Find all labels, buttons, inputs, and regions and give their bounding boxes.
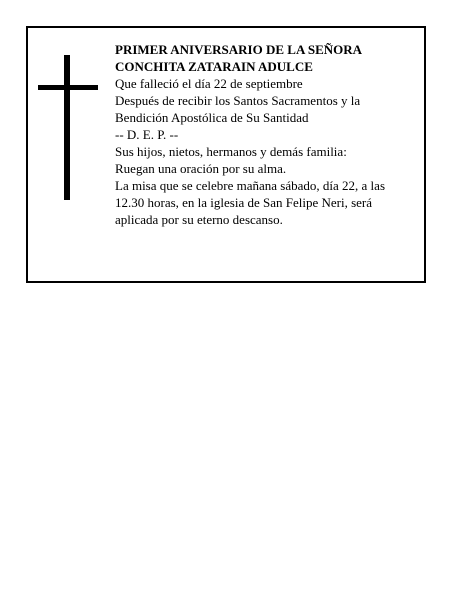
cross-vertical-bar	[64, 55, 70, 200]
mass-line-1: La misa que se celebre mañana sábado, día 22, a las	[115, 178, 385, 193]
mass-line-3: aplicada por su eterno descanso.	[115, 212, 283, 227]
cross-horizontal-bar	[38, 85, 98, 90]
cross-icon	[38, 55, 98, 200]
notice-title-line-1: PRIMER ANIVERSARIO DE LA SEÑORA	[115, 42, 363, 57]
notice-text	[115, 41, 415, 228]
prayer-request: Ruegan una oración por su alma.	[115, 161, 287, 176]
sacraments-line-1: Después de recibir los Santos Sacramentos y la	[115, 93, 361, 108]
obituary-notice	[26, 26, 426, 283]
sacraments-line-2: Bendición Apostólica de Su Santidad	[115, 110, 309, 125]
family-line: Sus hijos, nietos, hermanos y demás familia:	[115, 144, 347, 159]
death-date: Que falleció el día 22 de septiembre	[115, 76, 303, 91]
rip-line: -- D. E. P. --	[115, 127, 179, 142]
notice-title-line-2: CONCHITA ZATARAIN ADULCE	[115, 59, 313, 74]
mass-line-2: 12.30 horas, en la iglesia de San Felipe Neri, será	[115, 195, 373, 210]
